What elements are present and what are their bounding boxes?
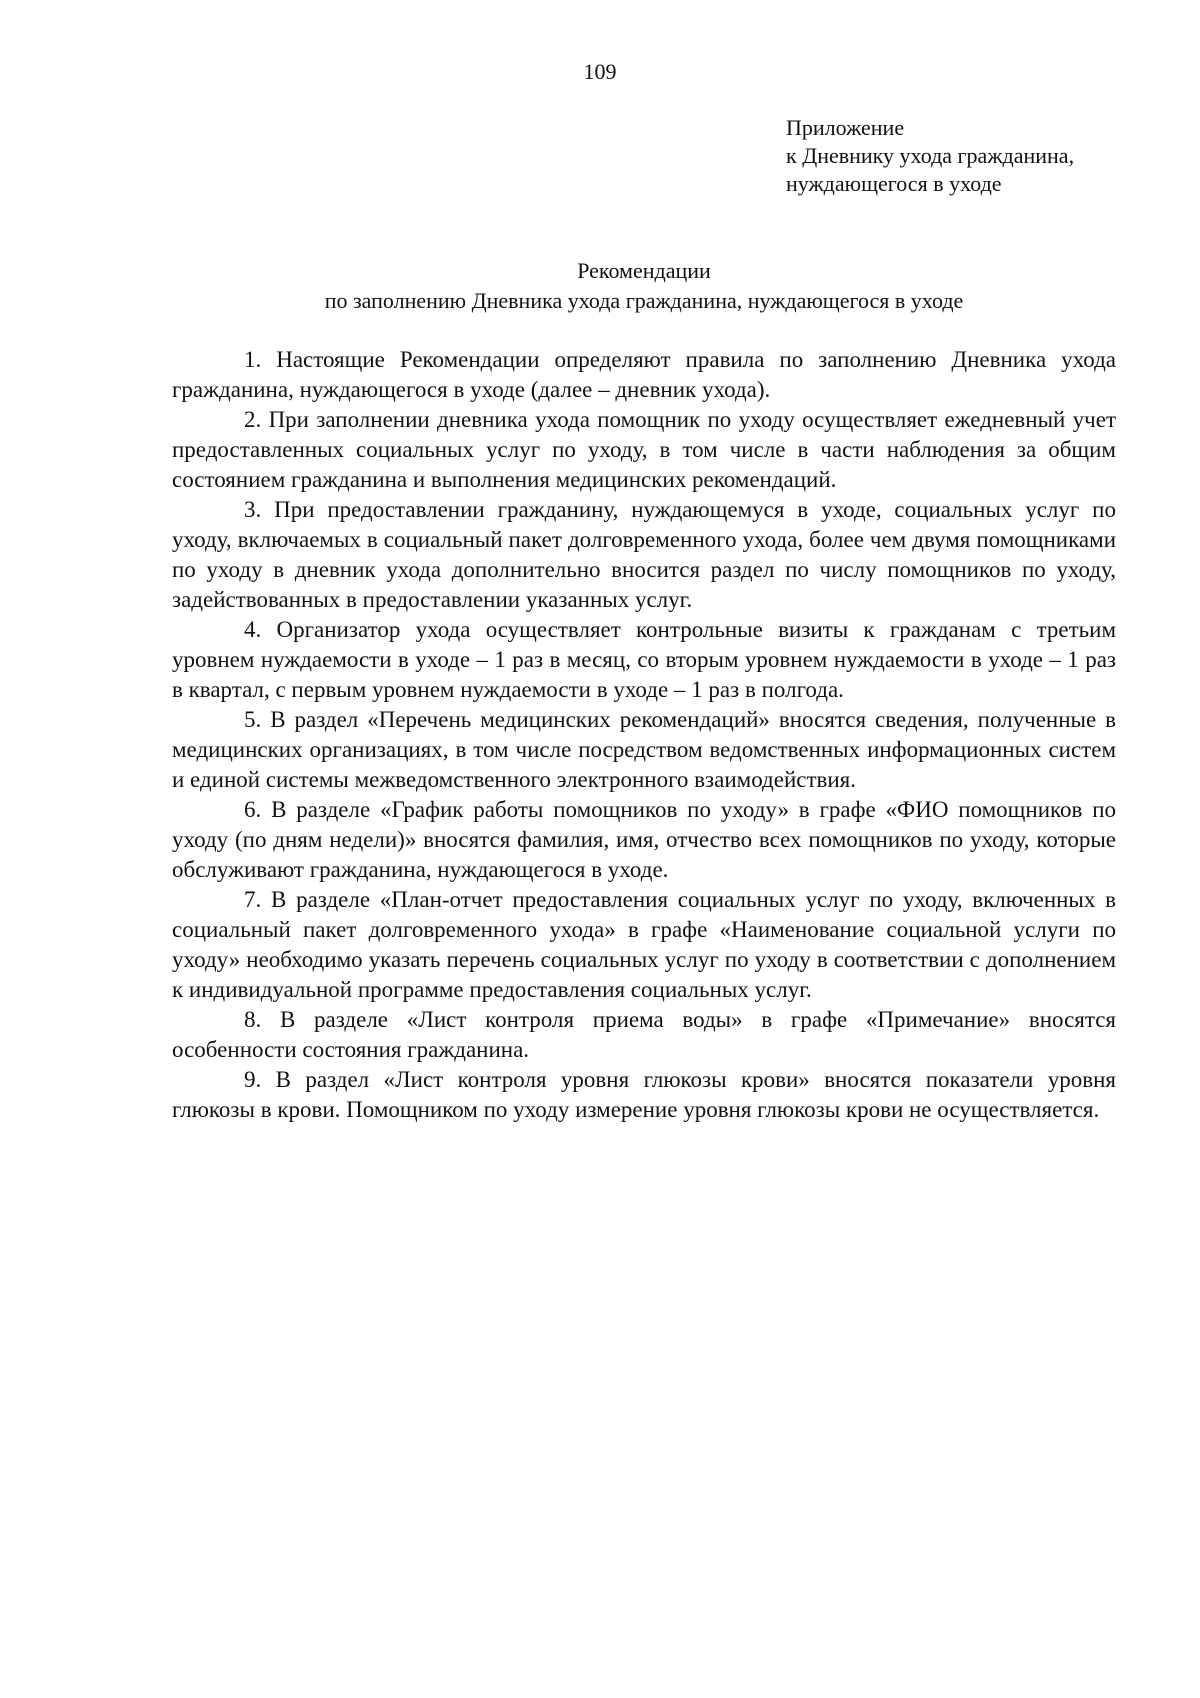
document-body	[172, 345, 1116, 1125]
paragraph-8: 8. В разделе «Лист контроля приема воды» в графе «Примечание» вносятся особенности состояния гражданина.	[172, 1007, 1116, 1062]
paragraph-1: 1. Настоящие Рекомендации определяют правила по заполнению Дневника ухода гражданина, нуждающегося в уходе (далее – дневник ухода).	[172, 347, 1116, 402]
appendix-line-2: к Дневнику ухода гражданина,	[786, 143, 1075, 168]
title-line-1: Рекомендации	[577, 258, 711, 283]
paragraph-4: 4. Организатор ухода осуществляет контрольные визиты к гражданам с третьим уровнем нуждаемости в уходе – 1 раз в месяц, со вторым уровнем нуждаемости в уходе – 1 раз в квартал, с первым уровнем нуждаемости в уходе – 1 раз в полгода.	[172, 617, 1116, 702]
paragraph-5: 5. В раздел «Перечень медицинских рекомендаций» вносятся сведения, полученные в медицинских организациях, в том числе посредством ведомственных информационных систем и единой системы межведомственного электронного взаимодействия.	[172, 707, 1116, 792]
paragraph-6: 6. В разделе «График работы помощников по уходу» в графе «ФИО помощников по уходу (по дням недели)» вносятся фамилия, имя, отчество всех помощников по уходу, которые обслуживают гражданина, нуждающегося в уходе.	[172, 797, 1116, 882]
appendix-line-1: Приложение	[786, 115, 905, 140]
document-title	[172, 256, 1116, 316]
appendix-note	[786, 114, 1126, 198]
paragraph-9: 9. В раздел «Лист контроля уровня глюкозы крови» вносятся показатели уровня глюкозы в крови. Помощником по уходу измерение уровня глюкозы крови не осуществляется.	[172, 1067, 1116, 1122]
paragraph-7: 7. В разделе «План-отчет предоставления социальных услуг по уходу, включенных в социальный пакет долговременного ухода» в графе «Наименование социальной услуги по уходу» необходимо указать перечень социальных услуг по уходу в соответствии с дополнением к индивидуальной программе предоставления социальных услуг.	[172, 887, 1116, 1002]
paragraph-2: 2. При заполнении дневника ухода помощник по уходу осуществляет ежедневный учет предоставленных социальных услуг по уходу, в том числе в части наблюдения за общим состоянием гражданина и выполнения медицинских рекомендаций.	[172, 407, 1116, 492]
paragraph-3: 3. При предоставлении гражданину, нуждающемуся в уходе, социальных услуг по уходу, включаемых в социальный пакет долговременного ухода, более чем двумя помощниками по уходу в дневник ухода дополнительно вносится раздел по числу помощников по уходу, задействованных в предоставлении указанных услуг.	[172, 497, 1116, 612]
page-number: 109	[583, 59, 617, 84]
title-line-2: по заполнению Дневника ухода гражданина, нуждающегося в уходе	[324, 288, 964, 313]
appendix-line-3: нуждающегося в уходе	[786, 171, 1002, 196]
